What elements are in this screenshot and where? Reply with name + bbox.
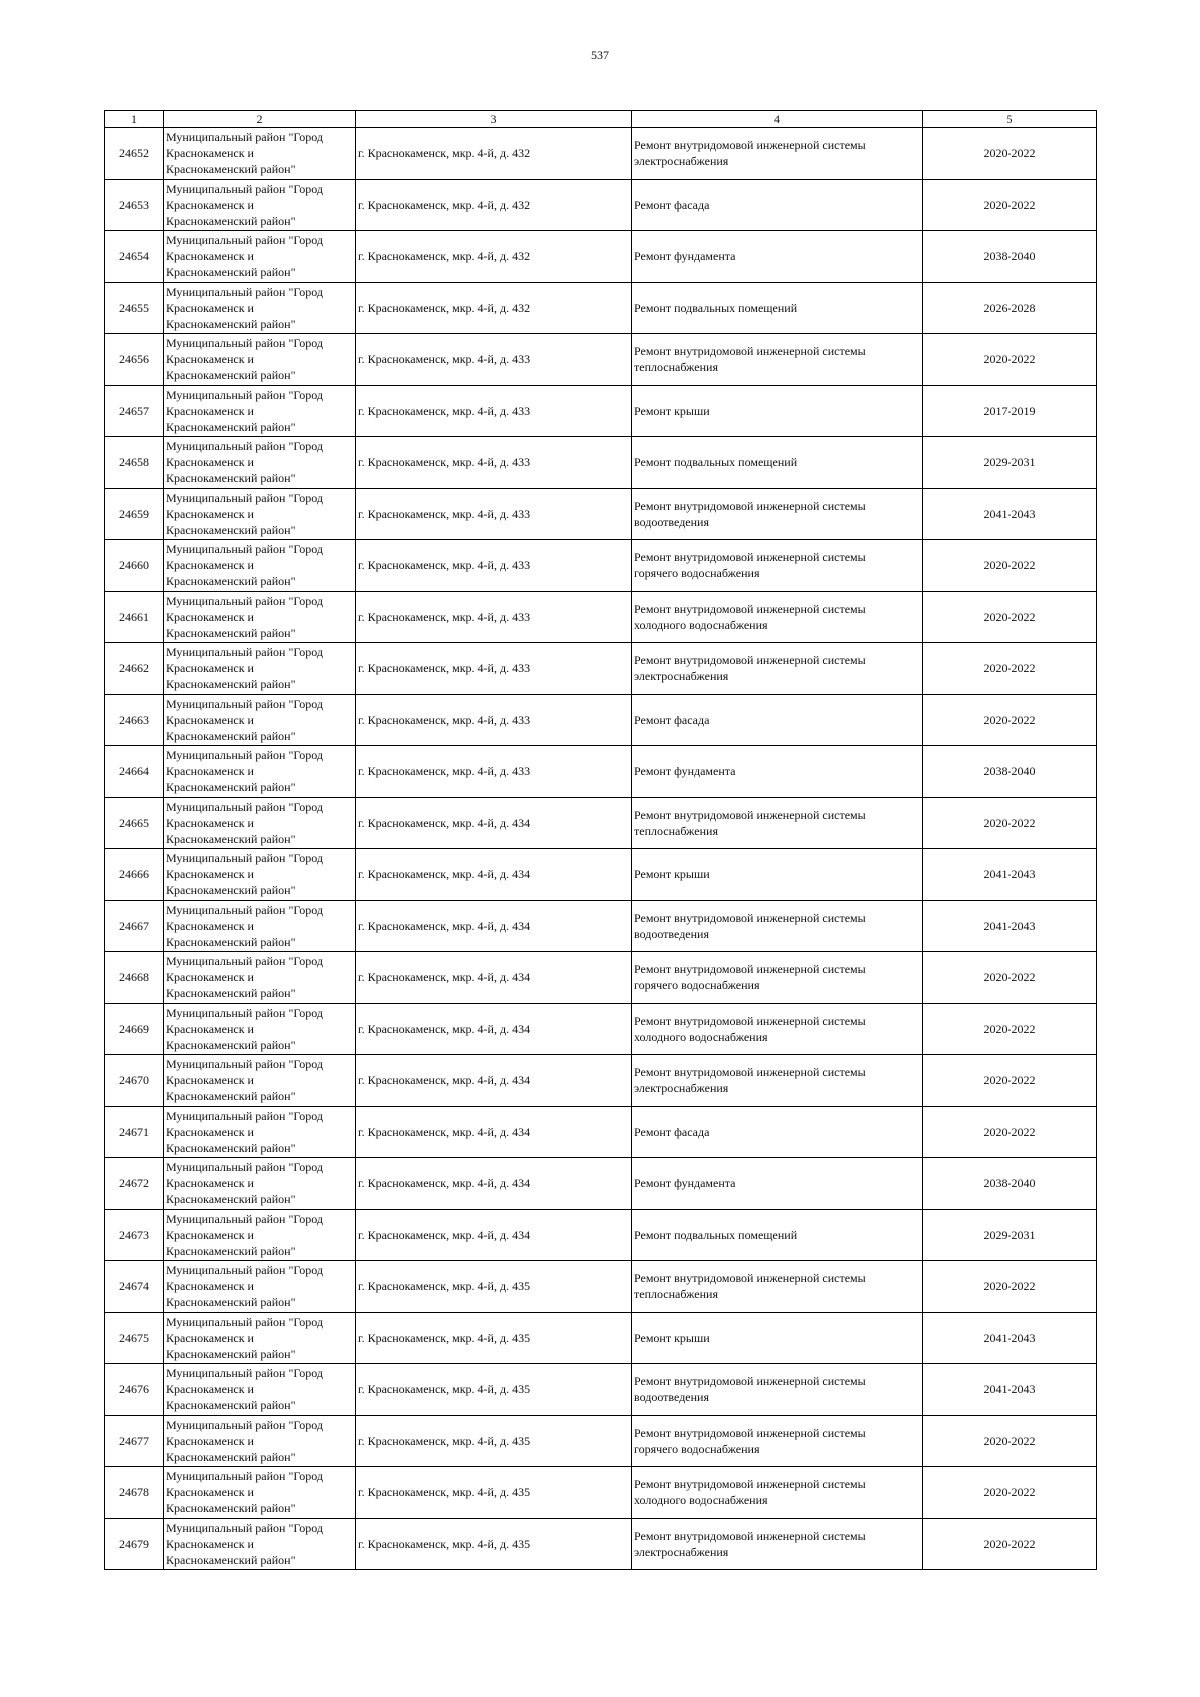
- header-row: [105, 111, 1097, 128]
- table-row: [105, 1415, 1097, 1467]
- work-type-cell: Ремонт внутридомовой инженерной системы горячего водоснабжения: [632, 540, 923, 592]
- table-row: [105, 694, 1097, 746]
- period-cell: 2041-2043: [923, 1364, 1097, 1416]
- period-cell: 2020-2022: [923, 1106, 1097, 1158]
- address-cell: г. Краснокаменск, мкр. 4-й, д. 433: [356, 385, 632, 437]
- period-cell: 2041-2043: [923, 1312, 1097, 1364]
- address-cell: г. Краснокаменск, мкр. 4-й, д. 435: [356, 1415, 632, 1467]
- row-number-cell: 24665: [105, 797, 164, 849]
- period-cell: 2026-2028: [923, 282, 1097, 334]
- period-cell: 2038-2040: [923, 1158, 1097, 1210]
- period-cell: 2020-2022: [923, 1415, 1097, 1467]
- row-number-cell: 24673: [105, 1209, 164, 1261]
- address-cell: г. Краснокаменск, мкр. 4-й, д. 434: [356, 1055, 632, 1107]
- table-row: [105, 1055, 1097, 1107]
- column-header: 5: [923, 111, 1097, 128]
- row-number-cell: 24662: [105, 643, 164, 695]
- work-type-cell: Ремонт подвальных помещений: [632, 282, 923, 334]
- row-number-cell: 24655: [105, 282, 164, 334]
- row-number-cell: 24652: [105, 128, 164, 180]
- period-cell: 2020-2022: [923, 334, 1097, 386]
- column-header: 3: [356, 111, 632, 128]
- period-cell: 2020-2022: [923, 128, 1097, 180]
- municipality-cell: Муниципальный район "Город Краснокаменск и Краснокаменский район": [164, 1261, 356, 1313]
- row-number-cell: 24661: [105, 591, 164, 643]
- row-number-cell: 24654: [105, 231, 164, 283]
- period-cell: 2020-2022: [923, 694, 1097, 746]
- table-row: [105, 1467, 1097, 1519]
- address-cell: г. Краснокаменск, мкр. 4-й, д. 434: [356, 900, 632, 952]
- row-number-cell: 24671: [105, 1106, 164, 1158]
- municipality-cell: Муниципальный район "Город Краснокаменск и Краснокаменский район": [164, 797, 356, 849]
- address-cell: г. Краснокаменск, мкр. 4-й, д. 434: [356, 1158, 632, 1210]
- row-number-cell: 24656: [105, 334, 164, 386]
- row-number-cell: 24657: [105, 385, 164, 437]
- address-cell: г. Краснокаменск, мкр. 4-й, д. 433: [356, 643, 632, 695]
- row-number-cell: 24658: [105, 437, 164, 489]
- work-type-cell: Ремонт внутридомовой инженерной системы холодного водоснабжения: [632, 591, 923, 643]
- table-row: [105, 385, 1097, 437]
- table-row: [105, 849, 1097, 901]
- table-row: [105, 1003, 1097, 1055]
- work-type-cell: Ремонт внутридомовой инженерной системы электроснабжения: [632, 1055, 923, 1107]
- page-number: 537: [591, 48, 609, 62]
- municipality-cell: Муниципальный район "Город Краснокаменск и Краснокаменский район": [164, 1364, 356, 1416]
- work-type-cell: Ремонт внутридомовой инженерной системы водоотведения: [632, 900, 923, 952]
- address-cell: г. Краснокаменск, мкр. 4-й, д. 433: [356, 746, 632, 798]
- period-cell: 2041-2043: [923, 488, 1097, 540]
- period-cell: 2041-2043: [923, 900, 1097, 952]
- work-type-cell: Ремонт внутридомовой инженерной системы горячего водоснабжения: [632, 1415, 923, 1467]
- period-cell: 2020-2022: [923, 952, 1097, 1004]
- municipality-cell: Муниципальный район "Город Краснокаменск и Краснокаменский район": [164, 540, 356, 592]
- address-cell: г. Краснокаменск, мкр. 4-й, д. 435: [356, 1518, 632, 1570]
- table-row: [105, 1261, 1097, 1313]
- work-type-cell: Ремонт внутридомовой инженерной системы водоотведения: [632, 488, 923, 540]
- address-cell: г. Краснокаменск, мкр. 4-й, д. 434: [356, 797, 632, 849]
- work-type-cell: Ремонт внутридомовой инженерной системы холодного водоснабжения: [632, 1467, 923, 1519]
- row-number-cell: 24677: [105, 1415, 164, 1467]
- table-header: [105, 111, 1097, 128]
- work-type-cell: Ремонт внутридомовой инженерной системы электроснабжения: [632, 1518, 923, 1570]
- work-type-cell: Ремонт подвальных помещений: [632, 437, 923, 489]
- row-number-cell: 24679: [105, 1518, 164, 1570]
- work-type-cell: Ремонт внутридомовой инженерной системы горячего водоснабжения: [632, 952, 923, 1004]
- work-type-cell: Ремонт фундамента: [632, 1158, 923, 1210]
- municipality-cell: Муниципальный район "Город Краснокаменск и Краснокаменский район": [164, 849, 356, 901]
- municipality-cell: Муниципальный район "Город Краснокаменск и Краснокаменский район": [164, 488, 356, 540]
- period-cell: 2041-2043: [923, 849, 1097, 901]
- work-type-cell: Ремонт внутридомовой инженерной системы холодного водоснабжения: [632, 1003, 923, 1055]
- address-cell: г. Краснокаменск, мкр. 4-й, д. 432: [356, 128, 632, 180]
- row-number-cell: 24675: [105, 1312, 164, 1364]
- table-row: [105, 488, 1097, 540]
- work-type-cell: Ремонт внутридомовой инженерной системы теплоснабжения: [632, 334, 923, 386]
- row-number-cell: 24653: [105, 179, 164, 231]
- table-row: [105, 179, 1097, 231]
- row-number-cell: 24666: [105, 849, 164, 901]
- period-cell: 2020-2022: [923, 1003, 1097, 1055]
- work-type-cell: Ремонт внутридомовой инженерной системы электроснабжения: [632, 643, 923, 695]
- row-number-cell: 24664: [105, 746, 164, 798]
- work-type-cell: Ремонт крыши: [632, 849, 923, 901]
- municipality-cell: Муниципальный район "Город Краснокаменск и Краснокаменский район": [164, 900, 356, 952]
- row-number-cell: 24667: [105, 900, 164, 952]
- column-header: 2: [164, 111, 356, 128]
- period-cell: 2029-2031: [923, 437, 1097, 489]
- table-row: [105, 1364, 1097, 1416]
- period-cell: 2020-2022: [923, 1261, 1097, 1313]
- municipality-cell: Муниципальный район "Город Краснокаменск и Краснокаменский район": [164, 231, 356, 283]
- address-cell: г. Краснокаменск, мкр. 4-й, д. 433: [356, 488, 632, 540]
- table-row: [105, 282, 1097, 334]
- address-cell: г. Краснокаменск, мкр. 4-й, д. 435: [356, 1364, 632, 1416]
- table-body: [105, 128, 1097, 1570]
- municipality-cell: Муниципальный район "Город Краснокаменск и Краснокаменский район": [164, 437, 356, 489]
- table-row: [105, 952, 1097, 1004]
- address-cell: г. Краснокаменск, мкр. 4-й, д. 433: [356, 694, 632, 746]
- period-cell: 2020-2022: [923, 179, 1097, 231]
- work-type-cell: Ремонт фундамента: [632, 231, 923, 283]
- table-row: [105, 1518, 1097, 1570]
- municipality-cell: Муниципальный район "Город Краснокаменск и Краснокаменский район": [164, 1106, 356, 1158]
- row-number-cell: 24670: [105, 1055, 164, 1107]
- period-cell: 2020-2022: [923, 1467, 1097, 1519]
- row-number-cell: 24668: [105, 952, 164, 1004]
- table-row: [105, 1312, 1097, 1364]
- work-type-cell: Ремонт внутридомовой инженерной системы водоотведения: [632, 1364, 923, 1416]
- municipality-cell: Муниципальный район "Город Краснокаменск и Краснокаменский район": [164, 1158, 356, 1210]
- table-row: [105, 334, 1097, 386]
- municipality-cell: Муниципальный район "Город Краснокаменск и Краснокаменский район": [164, 1415, 356, 1467]
- municipality-cell: Муниципальный район "Город Краснокаменск и Краснокаменский район": [164, 1518, 356, 1570]
- municipality-cell: Муниципальный район "Город Краснокаменск и Краснокаменский район": [164, 385, 356, 437]
- table-row: [105, 540, 1097, 592]
- municipality-cell: Муниципальный район "Город Краснокаменск и Краснокаменский район": [164, 643, 356, 695]
- period-cell: 2020-2022: [923, 591, 1097, 643]
- municipality-cell: Муниципальный район "Город Краснокаменск и Краснокаменский район": [164, 282, 356, 334]
- work-type-cell: Ремонт крыши: [632, 1312, 923, 1364]
- address-cell: г. Краснокаменск, мкр. 4-й, д. 432: [356, 231, 632, 283]
- municipality-cell: Муниципальный район "Город Краснокаменск и Краснокаменский район": [164, 1209, 356, 1261]
- table-row: [105, 1158, 1097, 1210]
- column-header: 1: [105, 111, 164, 128]
- period-cell: 2020-2022: [923, 540, 1097, 592]
- work-type-cell: Ремонт внутридомовой инженерной системы теплоснабжения: [632, 797, 923, 849]
- work-type-cell: Ремонт крыши: [632, 385, 923, 437]
- address-cell: г. Краснокаменск, мкр. 4-й, д. 433: [356, 334, 632, 386]
- work-type-cell: Ремонт внутридомовой инженерной системы теплоснабжения: [632, 1261, 923, 1313]
- period-cell: 2038-2040: [923, 746, 1097, 798]
- work-type-cell: Ремонт внутридомовой инженерной системы электроснабжения: [632, 128, 923, 180]
- municipality-cell: Муниципальный район "Город Краснокаменск и Краснокаменский район": [164, 952, 356, 1004]
- municipality-cell: Муниципальный район "Город Краснокаменск и Краснокаменский район": [164, 746, 356, 798]
- period-cell: 2017-2019: [923, 385, 1097, 437]
- municipality-cell: Муниципальный район "Город Краснокаменск и Краснокаменский район": [164, 1003, 356, 1055]
- period-cell: 2020-2022: [923, 643, 1097, 695]
- table-row: [105, 1209, 1097, 1261]
- address-cell: г. Краснокаменск, мкр. 4-й, д. 434: [356, 1106, 632, 1158]
- table-row: [105, 643, 1097, 695]
- address-cell: г. Краснокаменск, мкр. 4-й, д. 435: [356, 1312, 632, 1364]
- table-row: [105, 797, 1097, 849]
- row-number-cell: 24669: [105, 1003, 164, 1055]
- table-row: [105, 437, 1097, 489]
- municipality-cell: Муниципальный район "Город Краснокаменск и Краснокаменский район": [164, 591, 356, 643]
- work-type-cell: Ремонт фасада: [632, 694, 923, 746]
- work-type-cell: Ремонт фасада: [632, 179, 923, 231]
- period-cell: 2020-2022: [923, 1055, 1097, 1107]
- address-cell: г. Краснокаменск, мкр. 4-й, д. 433: [356, 591, 632, 643]
- row-number-cell: 24659: [105, 488, 164, 540]
- address-cell: г. Краснокаменск, мкр. 4-й, д. 433: [356, 540, 632, 592]
- address-cell: г. Краснокаменск, мкр. 4-й, д. 432: [356, 179, 632, 231]
- row-number-cell: 24663: [105, 694, 164, 746]
- row-number-cell: 24678: [105, 1467, 164, 1519]
- municipality-cell: Муниципальный район "Город Краснокаменск и Краснокаменский район": [164, 1055, 356, 1107]
- period-cell: 2029-2031: [923, 1209, 1097, 1261]
- address-cell: г. Краснокаменск, мкр. 4-й, д. 432: [356, 282, 632, 334]
- work-type-cell: Ремонт фасада: [632, 1106, 923, 1158]
- municipality-cell: Муниципальный район "Город Краснокаменск и Краснокаменский район": [164, 128, 356, 180]
- table-row: [105, 231, 1097, 283]
- address-cell: г. Краснокаменск, мкр. 4-й, д. 434: [356, 849, 632, 901]
- table-row: [105, 746, 1097, 798]
- municipality-cell: Муниципальный район "Город Краснокаменск и Краснокаменский район": [164, 1312, 356, 1364]
- row-number-cell: 24672: [105, 1158, 164, 1210]
- address-cell: г. Краснокаменск, мкр. 4-й, д. 434: [356, 1003, 632, 1055]
- row-number-cell: 24676: [105, 1364, 164, 1416]
- register-table: [104, 110, 1097, 1570]
- address-cell: г. Краснокаменск, мкр. 4-й, д. 434: [356, 1209, 632, 1261]
- period-cell: 2020-2022: [923, 1518, 1097, 1570]
- work-type-cell: Ремонт фундамента: [632, 746, 923, 798]
- table-row: [105, 900, 1097, 952]
- address-cell: г. Краснокаменск, мкр. 4-й, д. 433: [356, 437, 632, 489]
- work-type-cell: Ремонт подвальных помещений: [632, 1209, 923, 1261]
- municipality-cell: Муниципальный район "Город Краснокаменск и Краснокаменский район": [164, 179, 356, 231]
- municipality-cell: Муниципальный район "Город Краснокаменск и Краснокаменский район": [164, 1467, 356, 1519]
- table-row: [105, 1106, 1097, 1158]
- address-cell: г. Краснокаменск, мкр. 4-й, д. 435: [356, 1467, 632, 1519]
- row-number-cell: 24660: [105, 540, 164, 592]
- column-header: 4: [632, 111, 923, 128]
- table-row: [105, 591, 1097, 643]
- table-row: [105, 128, 1097, 180]
- period-cell: 2020-2022: [923, 797, 1097, 849]
- period-cell: 2038-2040: [923, 231, 1097, 283]
- municipality-cell: Муниципальный район "Город Краснокаменск и Краснокаменский район": [164, 694, 356, 746]
- address-cell: г. Краснокаменск, мкр. 4-й, д. 434: [356, 952, 632, 1004]
- municipality-cell: Муниципальный район "Город Краснокаменск и Краснокаменский район": [164, 334, 356, 386]
- row-number-cell: 24674: [105, 1261, 164, 1313]
- address-cell: г. Краснокаменск, мкр. 4-й, д. 435: [356, 1261, 632, 1313]
